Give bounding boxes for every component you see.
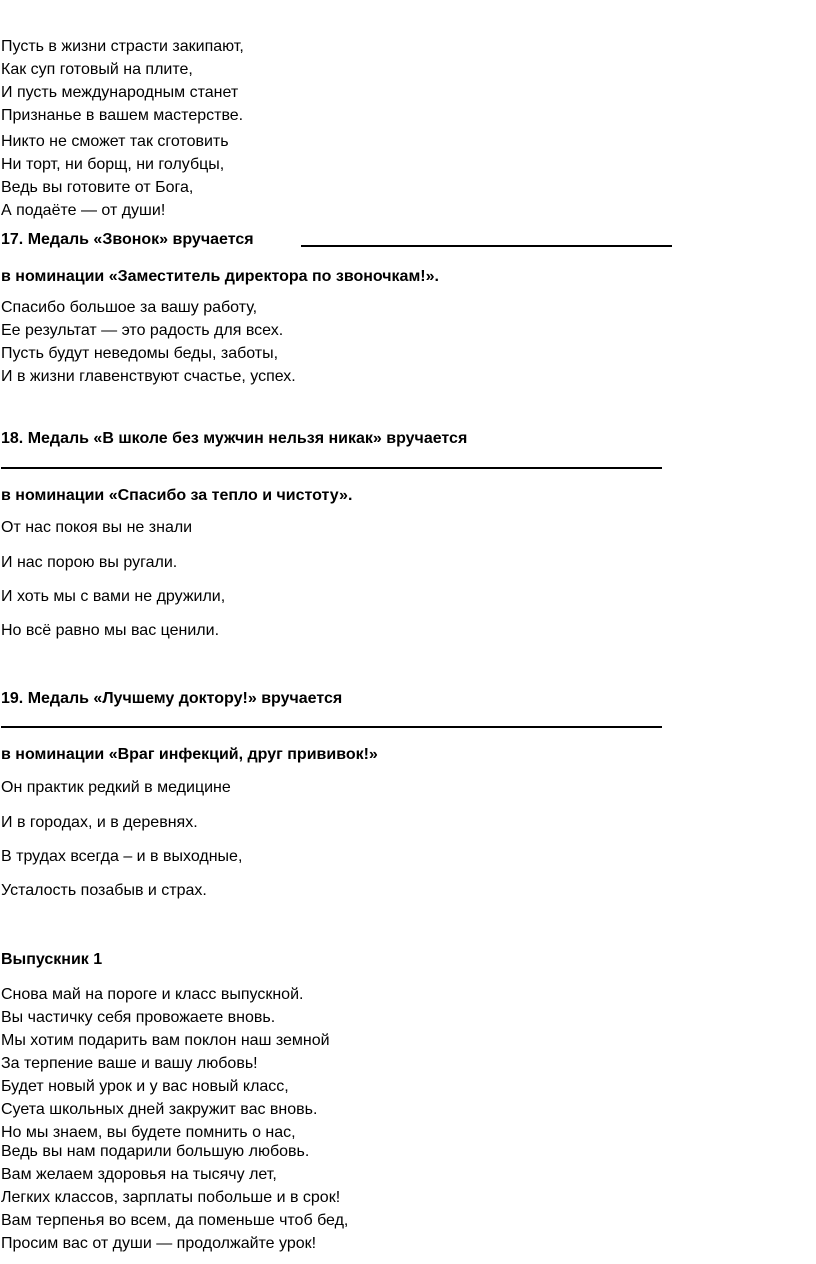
award-17-poem (1, 296, 296, 388)
poem-line: А подаёте — от души! (1, 202, 166, 219)
award-18-poem-line-4: Но всё равно мы вас ценили. (1, 622, 220, 639)
poem-line: Будет новый урок и у вас новый класс, (1, 1078, 289, 1095)
award-19-name-blank (1, 726, 662, 728)
award-19-heading: 19. Медаль «Лучшему доктору!» вручается (1, 690, 343, 707)
poem-line: Ее результат — это радость для всех. (1, 322, 284, 339)
poem-line: Пусть будут неведомы беды, заботы, (1, 345, 279, 362)
graduate-1-stanza-1 (1, 983, 330, 1144)
poem-line: Пусть в жизни страсти закипают, (1, 38, 244, 55)
poem-line: Ведь вы готовите от Бога, (1, 179, 194, 196)
graduate-1-heading: Выпускник 1 (1, 951, 103, 968)
poem-line: И в жизни главенствуют счастье, успех. (1, 368, 296, 385)
poem-line: Вам желаем здоровья на тысячу лет, (1, 1166, 277, 1183)
award-19-poem-line-3: В трудах всегда – и в выходные, (1, 848, 243, 865)
award-17-nomination: в номинации «Заместитель директора по звоночкам!». (1, 268, 439, 285)
award-18-heading: 18. Медаль «В школе без мужчин нельзя никак» вручается (1, 430, 468, 447)
award-19-nomination: в номинации «Враг инфекций, друг прививок!» (1, 746, 378, 763)
award-19-poem-line-2: И в городах, и в деревнях. (1, 814, 198, 831)
award-19-poem-line-1: Он практик редкий в медицине (1, 779, 231, 796)
award-18-poem-line-2: И нас порою вы ругали. (1, 554, 178, 571)
graduate-1-stanza-2 (1, 1140, 348, 1255)
poem-line: Снова май на пороге и класс выпускной. (1, 986, 304, 1003)
award-18-name-blank (1, 467, 662, 469)
intro-stanza-2 (1, 130, 229, 222)
award-18-nomination: в номинации «Спасибо за тепло и чистоту». (1, 487, 353, 504)
poem-line: Признанье в вашем мастерстве. (1, 107, 244, 124)
intro-stanza-1 (1, 35, 244, 127)
poem-line: Ведь вы нам подарили большую любовь. (1, 1143, 310, 1160)
poem-line: Никто не сможет так сготовить (1, 133, 229, 150)
poem-line: Вы частичку себя провожаете вновь. (1, 1009, 276, 1026)
poem-line: Ни торт, ни борщ, ни голубцы, (1, 156, 225, 173)
award-18-poem-line-1: От нас покоя вы не знали (1, 519, 193, 536)
poem-line: Но мы знаем, вы будете помнить о нас, (1, 1124, 296, 1141)
poem-line: И пусть международным станет (1, 84, 239, 101)
award-17-name-blank (301, 245, 672, 247)
poem-line: Спасибо большое за вашу работу, (1, 299, 258, 316)
award-18-poem-line-3: И хоть мы с вами не дружили, (1, 588, 226, 605)
poem-line: Мы хотим подарить вам поклон наш земной (1, 1032, 330, 1049)
poem-line: Вам терпенья во всем, да поменьше чтоб бед, (1, 1212, 349, 1229)
poem-line: Легких классов, зарплаты побольше и в срок! (1, 1189, 341, 1206)
poem-line: Как суп готовый на плите, (1, 61, 193, 78)
award-17-heading: 17. Медаль «Звонок» вручается (1, 231, 254, 248)
poem-line: Суета школьных дней закружит вас вновь. (1, 1101, 318, 1118)
poem-line: Просим вас от души — продолжайте урок! (1, 1235, 317, 1252)
award-19-poem-line-4: Усталость позабыв и страх. (1, 882, 207, 899)
poem-line: За терпение ваше и вашу любовь! (1, 1055, 258, 1072)
